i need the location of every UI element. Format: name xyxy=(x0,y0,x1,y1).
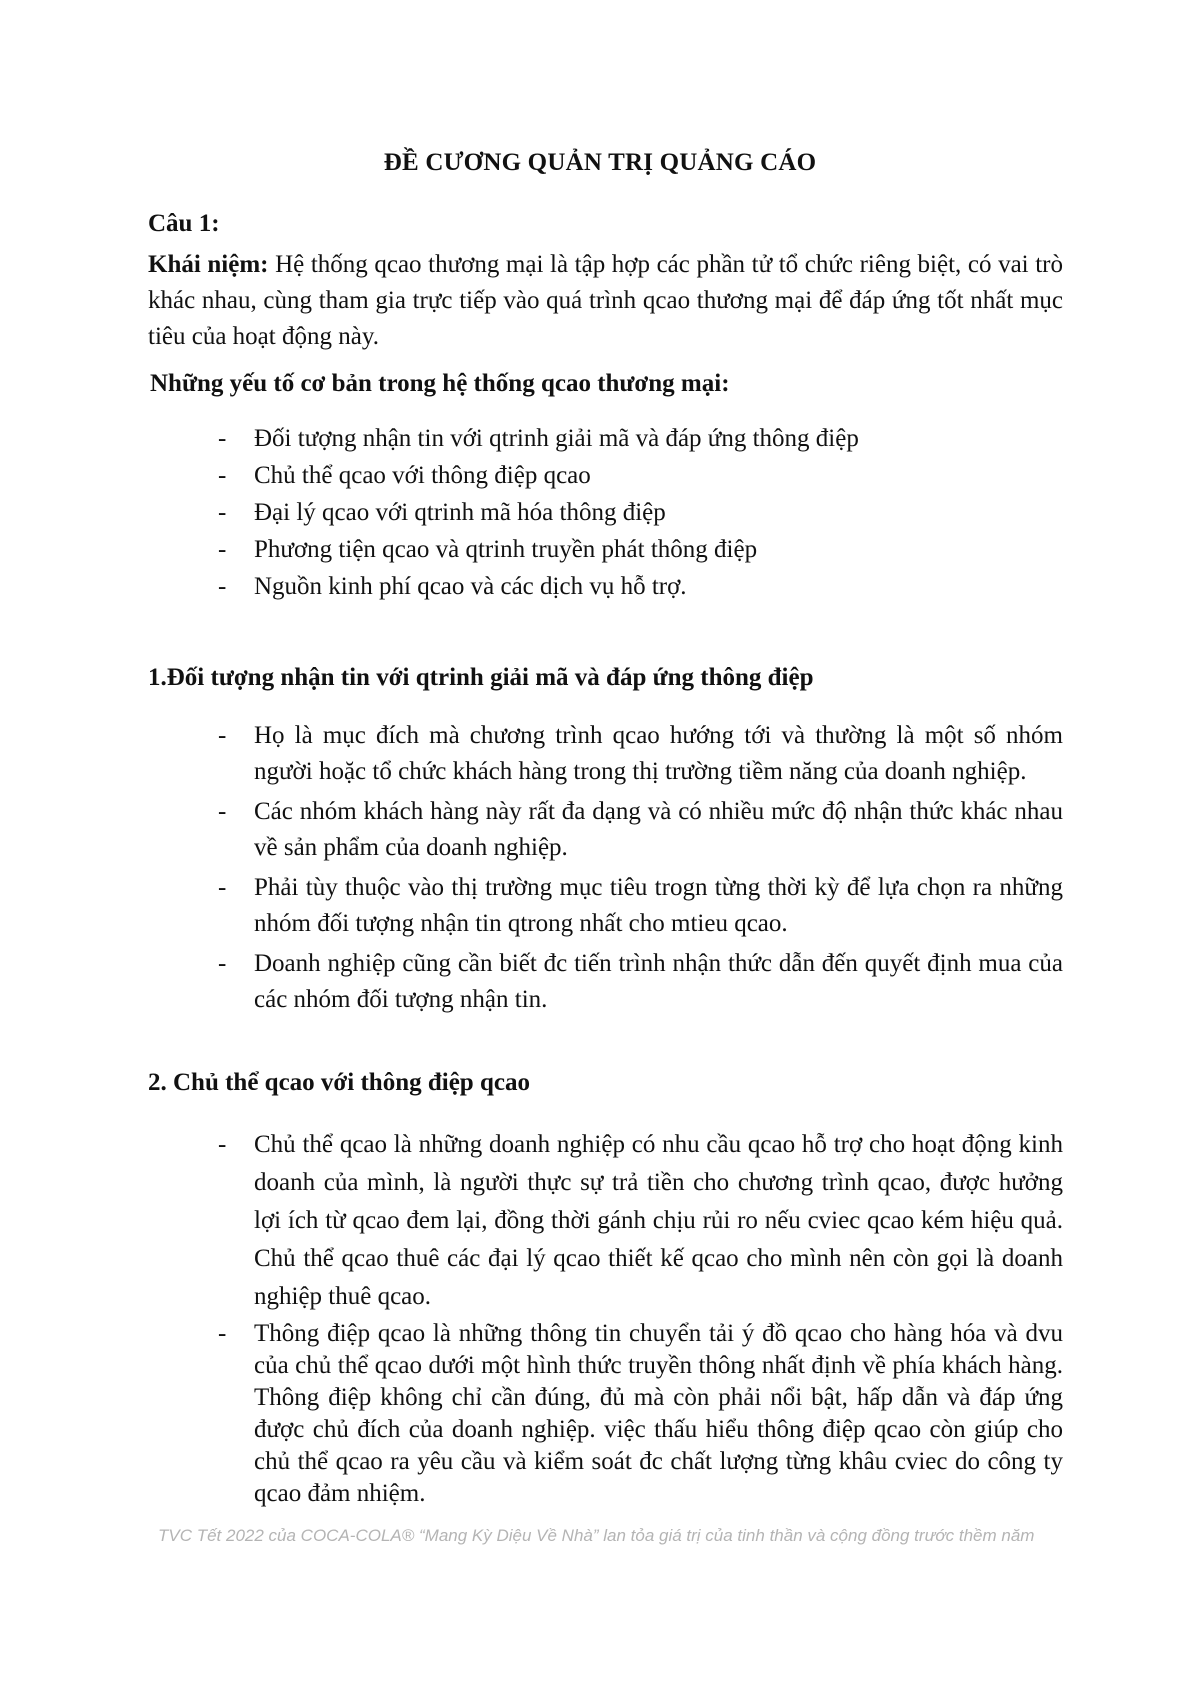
list-item: - Các nhóm khách hàng này rất đa dạng và có nhiều mức độ nhận thức khác nhau về sản phẩm của doanh nghiệp. xyxy=(218,794,1063,866)
list-item: - Đại lý qcao với qtrinh mã hóa thông điệp xyxy=(218,494,1063,531)
list-item: - Chủ thể qcao là những doanh nghiệp có nhu cầu qcao hỗ trợ cho hoạt động kinh doanh của mình, là người thực sự trả tiền cho chương trình qcao, được hưởng lợi ích từ qcao đem lại, đồng thời gánh chịu rủi ro nếu cviec qcao kém hiệu quả. Chủ thể qcao thuê các đại lý qcao thiết kế qcao cho mình nên còn gọi là doanh nghiệp thuê qcao. xyxy=(218,1126,1063,1316)
footer-watermark-text: TVC Tết 2022 của COCA-COLA® “Mang Kỳ Diệu Về Nhà” lan tỏa giá trị của tinh thần và cộng đồng trước thềm năm xyxy=(158,1526,1035,1545)
section1-heading: 1.Đối tượng nhận tin với qtrinh giải mã và đáp ứng thông điệp xyxy=(148,664,814,691)
section2-list xyxy=(218,1126,1063,1510)
concept-paragraph xyxy=(148,247,1063,355)
list-item: - Phải tùy thuộc vào thị trường mục tiêu trogn từng thời kỳ để lựa chọn ra những nhóm đối tượng nhận tin qtrong nhất cho mtieu qcao. xyxy=(218,870,1063,942)
list-item: - Phương tiện qcao và qtrinh truyền phát thông điệp xyxy=(218,531,1063,568)
list-item: - Họ là mục đích mà chương trình qcao hướng tới và thường là một số nhóm người hoặc tổ chức khách hàng trong thị trường tiềm năng của doanh nghiệp. xyxy=(218,718,1063,790)
question-label: Câu 1: xyxy=(148,210,220,237)
elements-list xyxy=(218,420,1063,605)
list-item: - Thông điệp qcao là những thông tin chuyển tải ý đồ qcao cho hàng hóa và dvu của chủ thể qcao dưới một hình thức truyền thông nhất định về phía khách hàng. Thông điệp không chỉ cần đúng, đủ mà còn phải nổi bật, hấp dẫn và đáp ứng được chủ đích của doanh nghiệp. việc thấu hiểu thông điệp qcao còn giúp cho chủ thể qcao ra yêu cầu và kiểm soát đc chất lượng từng khâu cviec do công ty qcao đảm nhiệm. xyxy=(218,1318,1063,1510)
elements-heading: Những yếu tố cơ bản trong hệ thống qcao thương mại: xyxy=(150,370,730,397)
concept-label: Khái niệm: xyxy=(148,251,269,278)
list-item: - Doanh nghiệp cũng cần biết đc tiến trình nhận thức dẫn đến quyết định mua của các nhóm đối tượng nhận tin. xyxy=(218,946,1063,1018)
list-item: - Nguồn kinh phí qcao và các dịch vụ hỗ trợ. xyxy=(218,568,1063,605)
document-title: ĐỀ CƯƠNG QUẢN TRỊ QUẢNG CÁO xyxy=(383,149,817,176)
section2-heading: 2. Chủ thể qcao với thông điệp qcao xyxy=(148,1069,530,1096)
concept-text: Hệ thống qcao thương mại là tập hợp các phần tử tổ chức riêng biệt, có vai trò khác nhau, cùng tham gia trực tiếp vào quá trình qcao thương mại để đáp ứng tốt nhất mục tiêu của hoạt động này. xyxy=(148,251,1063,350)
list-item: - Chủ thể qcao với thông điệp qcao xyxy=(218,457,1063,494)
list-item: - Đối tượng nhận tin với qtrinh giải mã và đáp ứng thông điệp xyxy=(218,420,1063,457)
section1-list xyxy=(218,718,1063,1022)
